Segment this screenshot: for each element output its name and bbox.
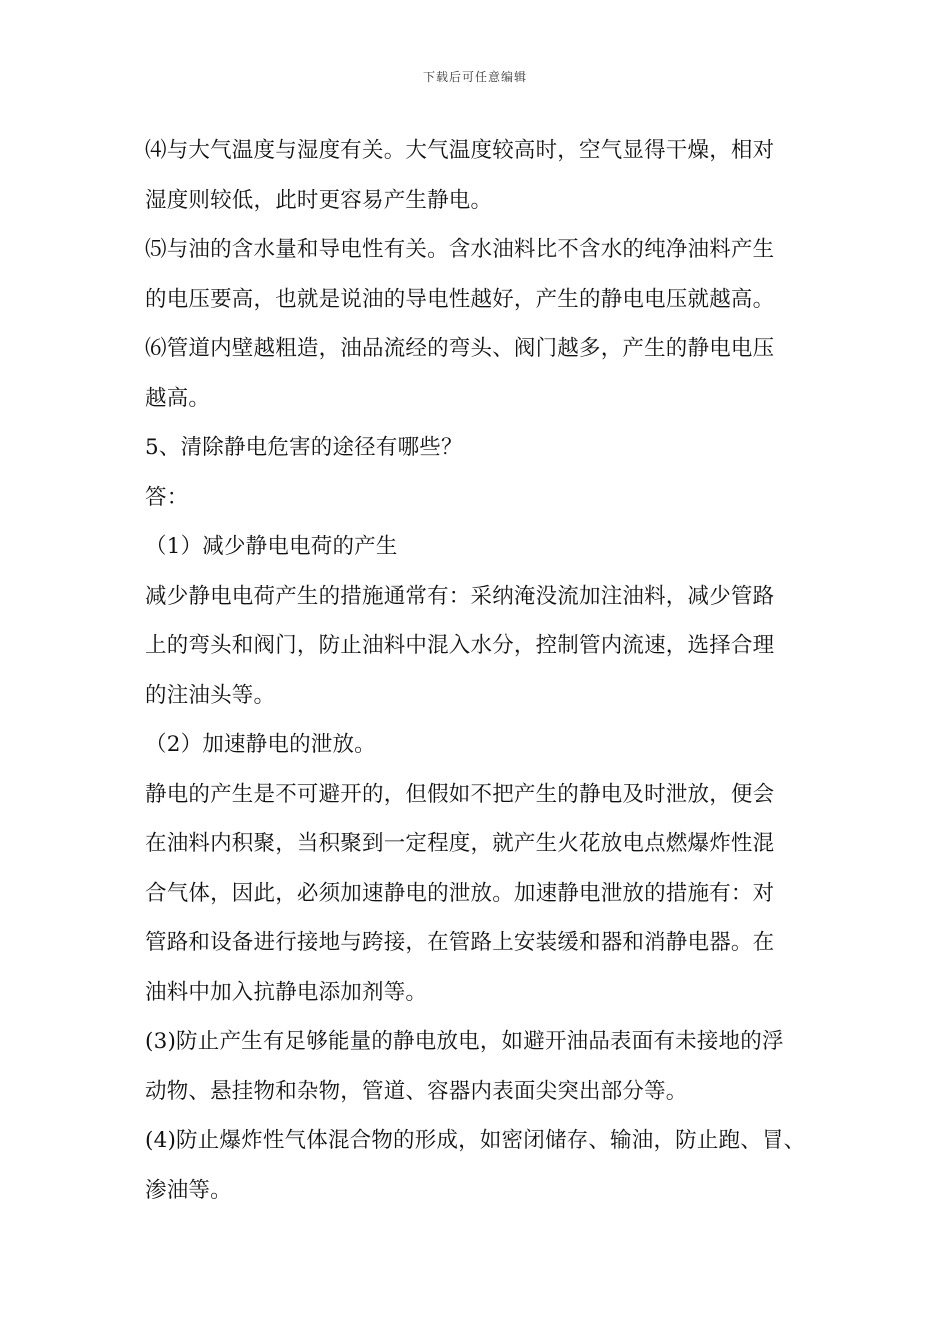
- section-heading-1: （1）减少静电电荷的产生: [145, 534, 398, 559]
- text-line: ⑹管道内壁越粗造，油品流经的弯头、阀门越多，产生的静电电压: [145, 336, 775, 361]
- text-line: (3)防止产生有足够能量的静电放电，如避开油品表面有未接地的浮: [145, 1029, 784, 1054]
- text-line: 上的弯头和阀门，防止油料中混入水分，控制管内流速，选择合理: [145, 633, 775, 658]
- text-line: 油料中加入抗静电添加剂等。: [145, 979, 428, 1005]
- text-line: ⑷与大气温度与湿度有关。大气温度较高时，空气显得干燥，相对: [145, 138, 775, 163]
- text-line: (4)防止爆炸性气体混合物的形成，如密闭储存、输油，防止跑、冒、: [145, 1128, 806, 1153]
- answer-label: 答：: [145, 484, 189, 510]
- text-line: 的注油头等。: [145, 682, 276, 708]
- text-line: 越高。: [145, 385, 211, 411]
- text-line: 管路和设备进行接地与跨接，在管路上安装缓和器和消静电器。在: [145, 930, 775, 955]
- question-heading: 5、清除静电危害的途径有哪些？: [145, 435, 463, 460]
- text-line: 渗油等。: [145, 1177, 232, 1203]
- text-line: 湿度则较低，此时更容易产生静电。: [145, 187, 493, 213]
- document-body: [145, 131, 835, 1220]
- page-header-note: 下载后可任意编辑: [422, 70, 527, 84]
- text-line: 合气体，因此，必须加速静电的泄放。加速静电泄放的措施有：对: [145, 880, 775, 906]
- section-heading-2: （2）加速静电的泄放。: [145, 732, 376, 757]
- text-line: ⑸与油的含水量和导电性有关。含水油料比不含水的纯净油料产生: [145, 237, 775, 262]
- text-line: 静电的产生是不可避开的，但假如不把产生的静电及时泄放，便会: [145, 781, 775, 807]
- text-line: 动物、悬挂物和杂物，管道、容器内表面尖突出部分等。: [145, 1078, 688, 1104]
- text-line: 减少静电电荷产生的措施通常有：采纳淹没流加注油料，减少管路: [145, 583, 775, 609]
- text-line: 在油料内积聚，当积聚到一定程度，就产生火花放电点燃爆炸性混: [145, 831, 775, 856]
- text-line: 的电压要高，也就是说油的导电性越好，产生的静电电压就越高。: [145, 286, 775, 312]
